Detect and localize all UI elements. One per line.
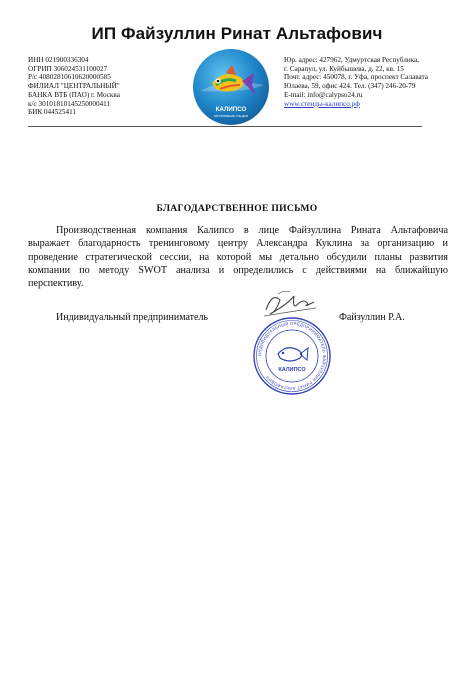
- address-line: Юлаева, 59, офис 424. Тел. (347) 246-20-79: [284, 82, 416, 91]
- page-title: ИП Файзуллин Ринат Альтафович: [91, 24, 383, 43]
- bank-requisites: [28, 56, 120, 117]
- company-stamp: [252, 316, 332, 396]
- requisite-line: ОГРИП 306024531100027: [28, 64, 108, 73]
- calypso-logo-icon: [186, 47, 276, 127]
- email-line: E-mail: info@calypso24.ru: [284, 90, 363, 99]
- letter-body: [28, 224, 448, 290]
- requisite-line: ФИЛИАЛ "ЦЕНТРАЛЬНЫЙ": [28, 82, 120, 91]
- logo-subtext: ИЗГОТОВЛЕНИЕ СТЕНДОВ: [214, 115, 248, 118]
- requisite-line: Р/с 40802810610620000585: [28, 73, 111, 82]
- header-divider: [28, 126, 422, 127]
- letter-line: компании по методу SWOT анализа и определились с действиями на ближайшую: [28, 264, 448, 276]
- website-link[interactable]: www.стенды-калипсо.рф: [284, 99, 360, 108]
- requisite-line: БИК 044525411: [28, 108, 76, 117]
- address-line: г. Сарапул, ул. Куйбышева, д. 22, кв. 15: [284, 64, 404, 73]
- address-line: Юр. адрес: 427962, Удмуртская Республика,: [284, 56, 420, 64]
- address-line: Почт. адрес: 450078, г. Уфа, проспект Салавата: [284, 73, 428, 82]
- letter-line: проведение стратегической сессии, на которой мы детально обсудили планы развития: [28, 251, 448, 263]
- requisite-line: к/с 30101810145250000411: [28, 99, 111, 108]
- signatory-name: Файзуллин Р.А.: [339, 312, 405, 323]
- svg-text:ИНДИВИДУАЛЬНЫЙ ПРЕДПРИНИМАТЕЛЬ: [257, 321, 327, 391]
- letter-line: перспективу.: [28, 278, 84, 290]
- stamp-center-text: КАЛИПСО: [278, 367, 306, 373]
- logo-text: КАЛИПСО: [215, 106, 247, 113]
- letter-line: выражает благодарность тренинговому центру Александра Куклина за организацию и: [28, 238, 448, 250]
- requisite-line: ИНН 021900336304: [28, 56, 89, 64]
- letter-line: Производственная компания Калипсо в лице Файзуллина Рината Альтафовича: [56, 225, 448, 236]
- company-logo: [186, 47, 276, 127]
- signatory-role: Индивидуальный предприниматель: [56, 312, 208, 323]
- requisite-line: БАНКА ВТБ (ПАО) г. Москва: [28, 90, 120, 99]
- stamp-ring-text: ИНДИВИДУАЛЬНЫЙ ПРЕДПРИНИМАТЕЛЬ ФАЙЗУЛЛИН РИНАТ АЛЬТАФОВИЧ: [256, 320, 328, 392]
- letter-title: БЛАГОДАРСТВЕННОЕ ПИСЬМО: [156, 203, 318, 214]
- address-requisites: [284, 56, 428, 108]
